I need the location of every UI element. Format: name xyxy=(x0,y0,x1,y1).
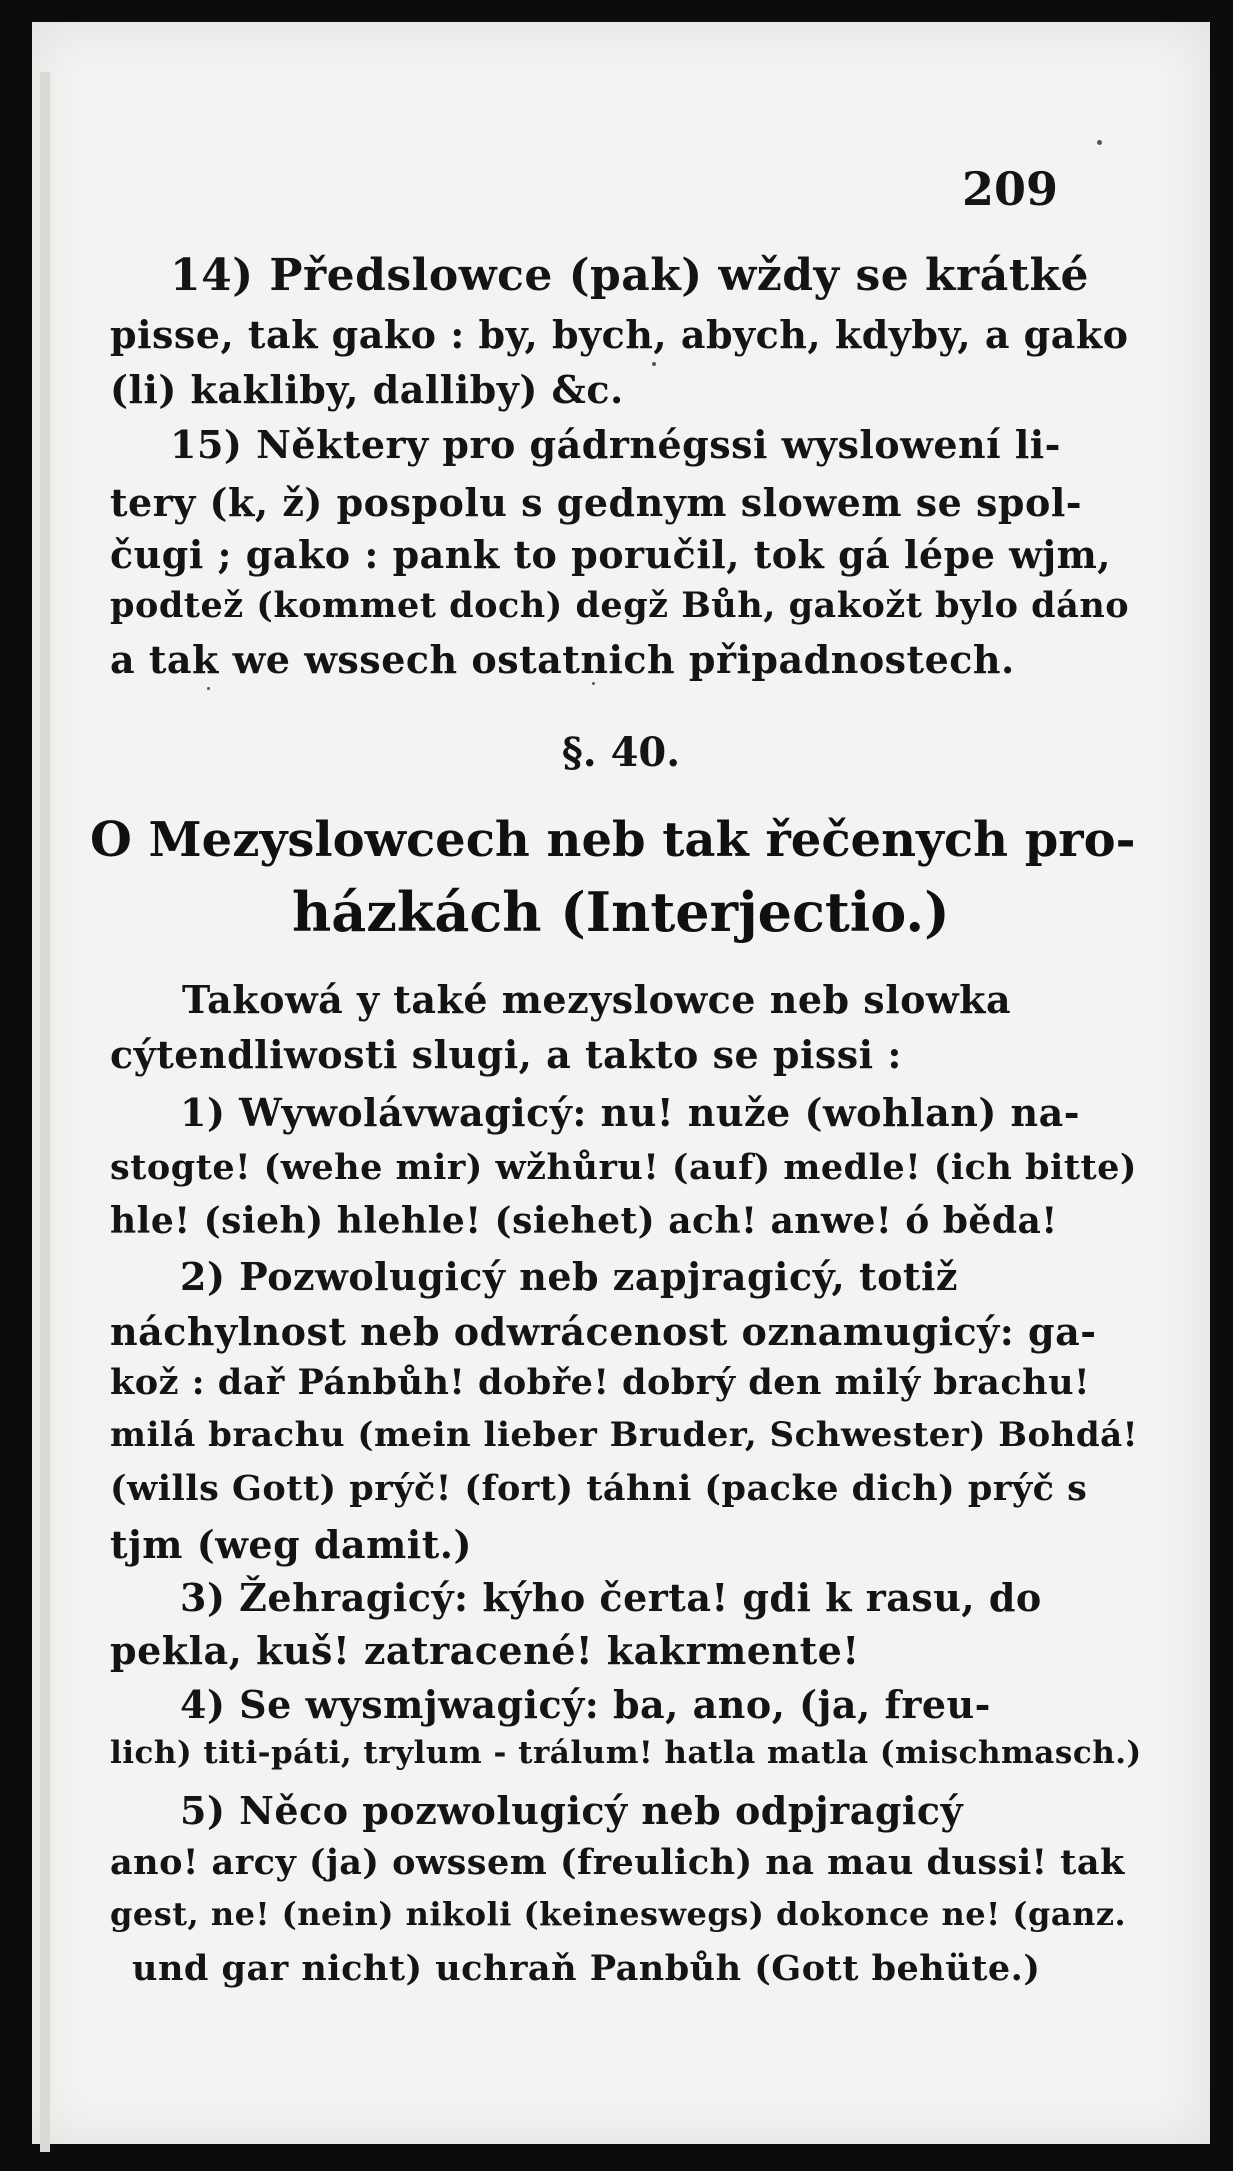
paragraph-line: tery (k, ž) pospolu s gednym slowem se spol- xyxy=(110,480,1083,525)
section-heading: O Mezyslowcech neb tak řečenych pro- xyxy=(90,812,1136,868)
body-line: lich) titi-páti, trylum - trálum! hatla matla (mischmasch.) xyxy=(110,1735,1142,1771)
body-line: gest, ne! (nein) nikoli (keineswegs) dokonce ne! (ganz. xyxy=(110,1895,1127,1933)
paragraph-line: čugi ; gako : pank to poručil, tok gá lépe wjm, xyxy=(110,532,1112,577)
paragraph-line: pisse, tak gako : by, bych, abych, kdyby, a gako xyxy=(110,312,1129,357)
body-line: hle! (sieh) hlehle! (siehet) ach! anwe! ó běda! xyxy=(110,1200,1058,1242)
body-line: 1) Wywolávwagicý: nu! nuže (wohlan) na- xyxy=(180,1090,1081,1135)
body-line: kož : dař Pánbůh! dobře! dobrý den milý brachu! xyxy=(110,1362,1090,1403)
body-line: pekla, kuš! zatracené! kakrmente! xyxy=(110,1628,860,1673)
paragraph-line: 14) Předslowce (pak) wždy se krátké xyxy=(170,250,1090,301)
body-line: 4) Se wysmjwagicý: ba, ano, (ja, freu- xyxy=(180,1682,991,1727)
page-number: 209 xyxy=(962,162,1059,216)
body-line: Takowá y také mezyslowce neb slowka xyxy=(182,977,1012,1022)
body-line: milá brachu (mein lieber Bruder, Schwester) Bohdá! xyxy=(110,1415,1139,1455)
page-edge xyxy=(40,72,50,2152)
body-line: stogte! (wehe mir) wžhůru! (auf) medle! (ich bitte) xyxy=(110,1147,1137,1188)
section-heading: házkách (Interjectio.) xyxy=(292,880,950,944)
paper-speck xyxy=(592,682,595,685)
body-line: 3) Žehragicý: kýho čerta! gdi k rasu, do xyxy=(180,1575,1042,1620)
body-line: 2) Pozwolugicý neb zapjragicý, totiž xyxy=(180,1254,958,1299)
body-line: náchylnost neb odwrácenost oznamugicý: ga- xyxy=(110,1309,1097,1354)
paragraph-line: 15) Některy pro gádrnégssi wyslowení li- xyxy=(170,422,1061,467)
body-line: ano! arcy (ja) owssem (freulich) na mau dussi! tak xyxy=(110,1842,1125,1883)
body-line: cýtendliwosti slugi, a takto se pissi : xyxy=(110,1032,902,1077)
body-line: (wills Gott) prýč! (fort) táhni (packe dich) prýč s xyxy=(110,1468,1088,1509)
paragraph-line: (li) kakliby, dalliby) &c. xyxy=(110,367,624,412)
paragraph-line: podtež (kommet doch) degž Bůh, gakožt bylo dáno xyxy=(110,585,1130,626)
book-page xyxy=(32,22,1210,2144)
paper-speck xyxy=(1097,140,1102,145)
body-line: 5) Něco pozwolugicý neb odpjragicý xyxy=(180,1788,964,1833)
body-line: und gar nicht) uchraň Panbůh (Gott behüte.) xyxy=(132,1948,1041,1989)
paragraph-line: a tak we wssech ostatnich připadnostech. xyxy=(110,637,1015,682)
section-mark: §. 40. xyxy=(561,729,681,776)
paper-speck xyxy=(652,362,656,366)
body-line: tjm (weg damit.) xyxy=(110,1522,473,1567)
paper-speck xyxy=(207,687,210,690)
